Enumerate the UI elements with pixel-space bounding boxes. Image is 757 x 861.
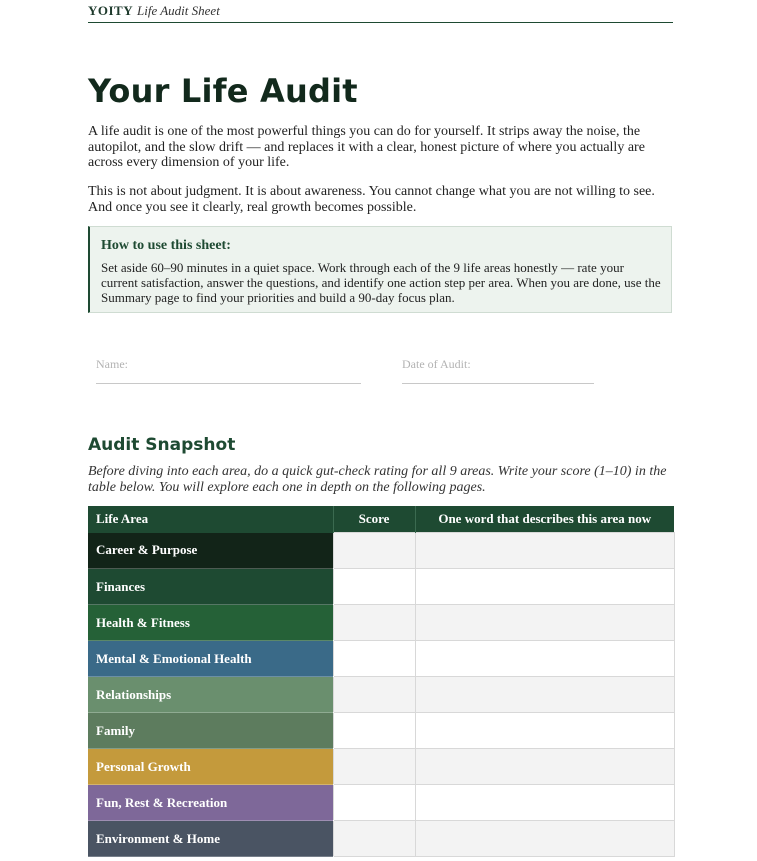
date-field[interactable] xyxy=(402,383,594,384)
name-label: Name: xyxy=(96,357,128,371)
score-cell[interactable] xyxy=(333,569,415,605)
column-header-score: Score xyxy=(333,506,415,533)
table-row xyxy=(88,785,674,821)
life-area-cell: Fun, Rest & Recreation xyxy=(88,785,333,821)
score-cell[interactable] xyxy=(333,821,415,857)
life-area-cell: Family xyxy=(88,713,333,749)
snapshot-description: Before diving into each area, do a quick gut-check rating for all 9 areas. Write your score (1–10) in the table below. You will explore each one in depth on the following pages. xyxy=(88,464,667,495)
snapshot-title: Audit Snapshot xyxy=(88,435,236,455)
table-row xyxy=(88,533,674,569)
column-header-one-word: One word that describes this area now xyxy=(415,506,674,533)
one-word-cell[interactable] xyxy=(415,533,674,569)
one-word-cell[interactable] xyxy=(415,785,674,821)
name-field[interactable] xyxy=(96,383,361,384)
life-area-cell: Mental & Emotional Health xyxy=(88,641,333,677)
life-area-cell: Personal Growth xyxy=(88,749,333,785)
table-row xyxy=(88,677,674,713)
life-area-cell: Environment & Home xyxy=(88,821,333,857)
one-word-cell[interactable] xyxy=(415,569,674,605)
score-cell[interactable] xyxy=(333,785,415,821)
table-row xyxy=(88,713,674,749)
page-header xyxy=(88,2,673,23)
brand-name: YOITY xyxy=(88,3,134,18)
column-header-life-area: Life Area xyxy=(88,506,333,533)
one-word-cell[interactable] xyxy=(415,605,674,641)
one-word-cell[interactable] xyxy=(415,821,674,857)
score-cell[interactable] xyxy=(333,641,415,677)
one-word-cell[interactable] xyxy=(415,749,674,785)
life-area-cell: Finances xyxy=(88,569,333,605)
score-cell[interactable] xyxy=(333,605,415,641)
table-row xyxy=(88,821,674,857)
how-to-title: How to use this sheet: xyxy=(101,238,231,253)
intro-paragraph-2: This is not about judgment. It is about awareness. You cannot change what you are not willing to see. And once you see it clearly, real growth becomes possible. xyxy=(88,184,655,215)
life-area-cell: Relationships xyxy=(88,677,333,713)
date-label: Date of Audit: xyxy=(402,357,471,371)
score-cell[interactable] xyxy=(333,749,415,785)
snapshot-table xyxy=(88,506,675,857)
score-cell[interactable] xyxy=(333,533,415,569)
how-to-body: Set aside 60–90 minutes in a quiet space. Work through each of the 9 life areas honestly — rate your current satisfaction, answer the questions, and identify one action step per area. When you are done, use the Summary page to find your priorities and build a 90-day focus plan. xyxy=(101,260,661,305)
score-cell[interactable] xyxy=(333,677,415,713)
table-row xyxy=(88,605,674,641)
score-cell[interactable] xyxy=(333,713,415,749)
sheet-name: Life Audit Sheet xyxy=(137,3,220,18)
intro-paragraph-1: A life audit is one of the most powerful things you can do for yourself. It strips away the noise, the autopilot, and the slow drift — and replaces it with a clear, honest picture of where you actually are across every dimension of your life. xyxy=(88,124,645,170)
table-header-row xyxy=(88,506,674,533)
page-title: Your Life Audit xyxy=(88,72,358,110)
table-row xyxy=(88,569,674,605)
table-row xyxy=(88,641,674,677)
one-word-cell[interactable] xyxy=(415,677,674,713)
table-row xyxy=(88,749,674,785)
life-area-cell: Health & Fitness xyxy=(88,605,333,641)
one-word-cell[interactable] xyxy=(415,641,674,677)
one-word-cell[interactable] xyxy=(415,713,674,749)
how-to-box xyxy=(88,226,672,313)
life-area-cell: Career & Purpose xyxy=(88,533,333,569)
